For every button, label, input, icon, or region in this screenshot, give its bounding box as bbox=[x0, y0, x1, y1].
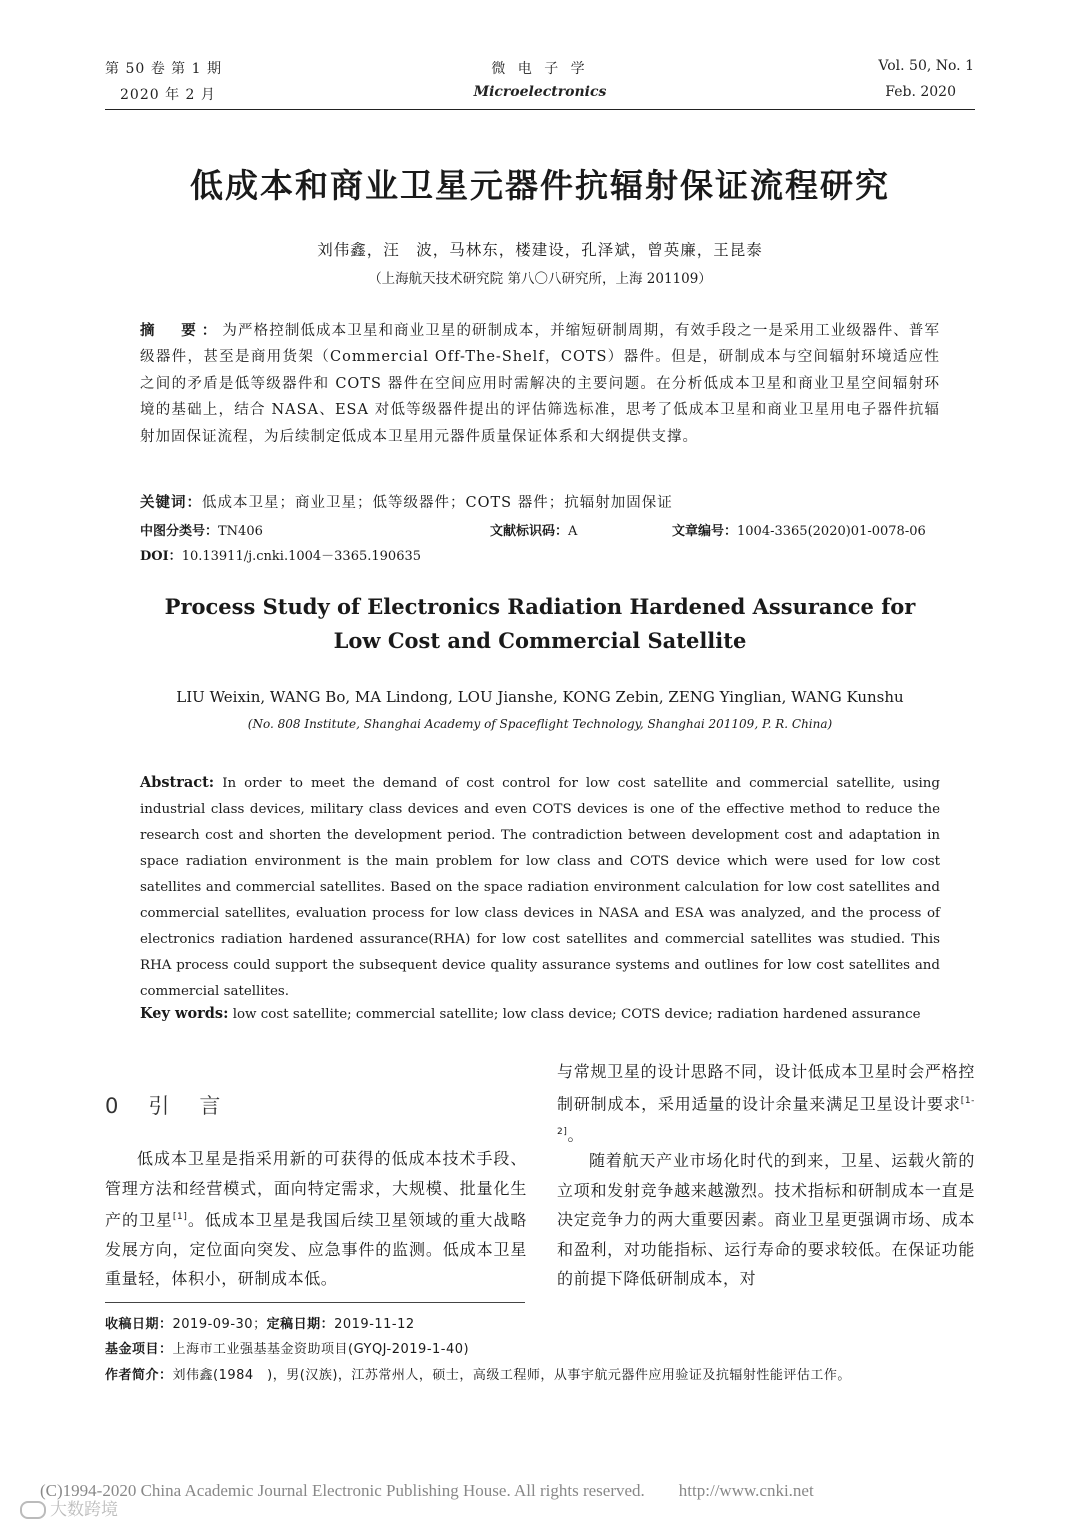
body-right-p0b: 。 bbox=[567, 1125, 585, 1145]
footnote-rule bbox=[105, 1302, 525, 1303]
document-code bbox=[490, 520, 577, 539]
revised-label: 定稿日期： bbox=[266, 1317, 335, 1332]
journal-name-en: Microelectronics bbox=[473, 84, 607, 100]
abstract-cn-text: 为严格控制低成本卫星和商业卫星的研制成本，并缩短研制周期，有效手段之一是采用工业级器件、普军级器件，甚至是商用货架（Commercial Off-The-Shelf，COTS）器件。但是，研制成本与空间辐射环境适应性之间的矛盾是低等级器件和 COTS 器件在空间应用时需解决的主要问题。在分析低成本卫星和商业卫星空间辐射环境的基础上，结合 NASA、ESA 对低等级器件提出的评估筛选标准，思考了低成本卫星和商业卫星用电子器件抗辐射加固保证流程，为后续制定低成本卫星用元器件质量保证体系和大纲提供支撑。 bbox=[140, 323, 941, 445]
art-value: 1004-3365(2020)01-0078-06 bbox=[737, 524, 926, 539]
journal-name-cn: 微 电 子 学 bbox=[491, 61, 589, 77]
volume-issue-cn: 第 50 卷 第 1 期 bbox=[105, 61, 222, 77]
clc-label: 中图分类号： bbox=[140, 524, 219, 539]
abstract-en bbox=[140, 770, 940, 1005]
footnote-bio bbox=[105, 1364, 975, 1383]
received-label: 收稿日期： bbox=[105, 1317, 173, 1332]
revised-date: 2019-11-12 bbox=[334, 1317, 415, 1332]
keywords-cn-text: 低成本卫星；商业卫星；低等级器件；COTS 器件；抗辐射加固保证 bbox=[202, 495, 673, 511]
footnote-dates: 收稿日期：2019-09-30；定稿日期：2019-11-12 bbox=[105, 1317, 415, 1332]
date-cn: 2020 年 2 月 bbox=[120, 87, 216, 103]
doc-label: 文献标识码： bbox=[490, 524, 569, 539]
title-en-line2: Low Cost and Commercial Satellite bbox=[333, 628, 747, 653]
doi-label: DOI： bbox=[140, 549, 182, 564]
section-heading bbox=[105, 1090, 250, 1120]
doi-value: 10.13911/j.cnki.1004－3365.190635 bbox=[181, 549, 422, 564]
abstract-en-text: In order to meet the demand of cost control for low cost satellite and commercial satellite, using industrial class devices, military class devices and even COTS devices is one of the effective method to reduce the research cost and shorten the development period. The contradiction between development cost and adaptation in space radiation environment is the main problem for low class and COTS device which were used for low cost satellites and commercial satellites. Based on the space radiation environment calculation for low cost satellites and commercial satellites, evaluation process for low class devices in NASA and ESA was analyzed, and the process of electronics radiation hardened assurance(RHA) for low cost satellites and commercial satellites was studied. This RHA process could support the subsequent device quality assurance systems and outlines for low cost satellites and commercial satellites. bbox=[140, 776, 941, 999]
copyright-notice: (C)1994-2020 China Academic Journal Electronic Publishing House. All rights reserved. http://www.cnki.net bbox=[40, 1481, 814, 1500]
header-rule bbox=[105, 109, 975, 110]
bio-label: 作者简介： bbox=[105, 1368, 173, 1383]
received-date: 2019-09-30 bbox=[172, 1317, 254, 1332]
article-number bbox=[672, 520, 926, 539]
section-title: 引言 bbox=[148, 1094, 251, 1118]
abstract-cn-label: 摘 要： bbox=[140, 322, 223, 339]
body-right-p1: 随着航天产业市场化时代的到来，卫星、运载火箭的立项和发射竞争越来越激烈。技术指标和研制成本一直是决定竞争力的两大重要因素。商业卫星更强调市场、成本和盈利，对功能指标、运行寿命的要求较低。在保证功能的前提下降低研制成本，对 bbox=[557, 1151, 975, 1288]
clc-number bbox=[140, 520, 263, 539]
volume-issue-en: Vol. 50, No. 1 bbox=[878, 58, 974, 74]
doi bbox=[140, 545, 421, 564]
page-title-en bbox=[0, 590, 1080, 658]
body-right-p0: 与常规卫星的设计思路不同，设计低成本卫星时会严格控制研制成本，采用适量的设计余量来满足卫星设计要求 bbox=[557, 1062, 975, 1113]
doc-value: A bbox=[568, 524, 578, 539]
keywords-cn-label: 关键词： bbox=[140, 494, 202, 511]
body-left-p1b: 。低成本卫星是我国后续卫星领域的重大战略发展方向，定位面向突发、应急事件的监测。低成本卫星重量轻，体积小，研制成本低。 bbox=[105, 1210, 527, 1289]
footnote-fund bbox=[105, 1338, 975, 1357]
keywords-en-label: Key words: bbox=[140, 1005, 229, 1022]
watermark-text: 大数跨境 bbox=[50, 1500, 118, 1520]
authors-en: LIU Weixin, WANG Bo, MA Lindong, LOU Jianshe, KONG Zebin, ZENG Yinglian, WANG Kunshu bbox=[176, 688, 904, 706]
date-en: Feb. 2020 bbox=[885, 84, 956, 100]
keywords-en bbox=[140, 1005, 940, 1022]
body-right-continued bbox=[557, 1057, 975, 1150]
watermark bbox=[20, 1495, 118, 1520]
authors-cn: 刘伟鑫，汪 波，马林东，楼建设，孔泽斌，曾英廉，王昆泰 bbox=[317, 241, 763, 259]
clc-value: TN406 bbox=[218, 524, 263, 539]
citation-ref[interactable]: [1-2] bbox=[557, 1095, 975, 1138]
body-right-paragraph bbox=[557, 1146, 975, 1294]
fund-text: 上海市工业强基基金资助项目(GYQJ-2019-1-40) bbox=[172, 1342, 470, 1357]
affiliation-cn: （上海航天技术研究院 第八〇八研究所，上海 201109） bbox=[368, 271, 712, 287]
section-number: 0 bbox=[105, 1094, 149, 1118]
abstract-cn bbox=[140, 318, 940, 450]
citation-ref[interactable]: [1] bbox=[172, 1212, 188, 1222]
abstract-en-label: Abstract: bbox=[140, 774, 215, 791]
body-left-column bbox=[105, 1144, 527, 1294]
art-label: 文章编号： bbox=[672, 524, 738, 539]
keywords-cn bbox=[140, 491, 940, 512]
keywords-en-text: low cost satellite; commercial satellite; low class device; COTS device; radiation hardened assurance bbox=[232, 1007, 921, 1022]
bio-text: 刘伟鑫(1984 )，男(汉族)，江苏常州人，硕士，高级工程师，从事宇航元器件应用验证及抗辐射性能评估工作。 bbox=[172, 1368, 851, 1383]
affiliation-en: (No. 808 Institute, Shanghai Academy of Spaceflight Technology, Shanghai 201109, P. R. China) bbox=[247, 717, 833, 731]
title-en-line1: Process Study of Electronics Radiation Hardened Assurance for bbox=[164, 594, 916, 619]
watermark-logo-icon bbox=[20, 1501, 46, 1519]
fund-label: 基金项目： bbox=[105, 1342, 173, 1357]
page-title-cn: 低成本和商业卫星元器件抗辐射保证流程研究 bbox=[190, 166, 890, 205]
body-left-p1: 低成本卫星是指采用新的可获得的低成本技术手段、管理方法和经营模式，面向特定需求，大规模、批量化生产的卫星 bbox=[105, 1149, 527, 1230]
